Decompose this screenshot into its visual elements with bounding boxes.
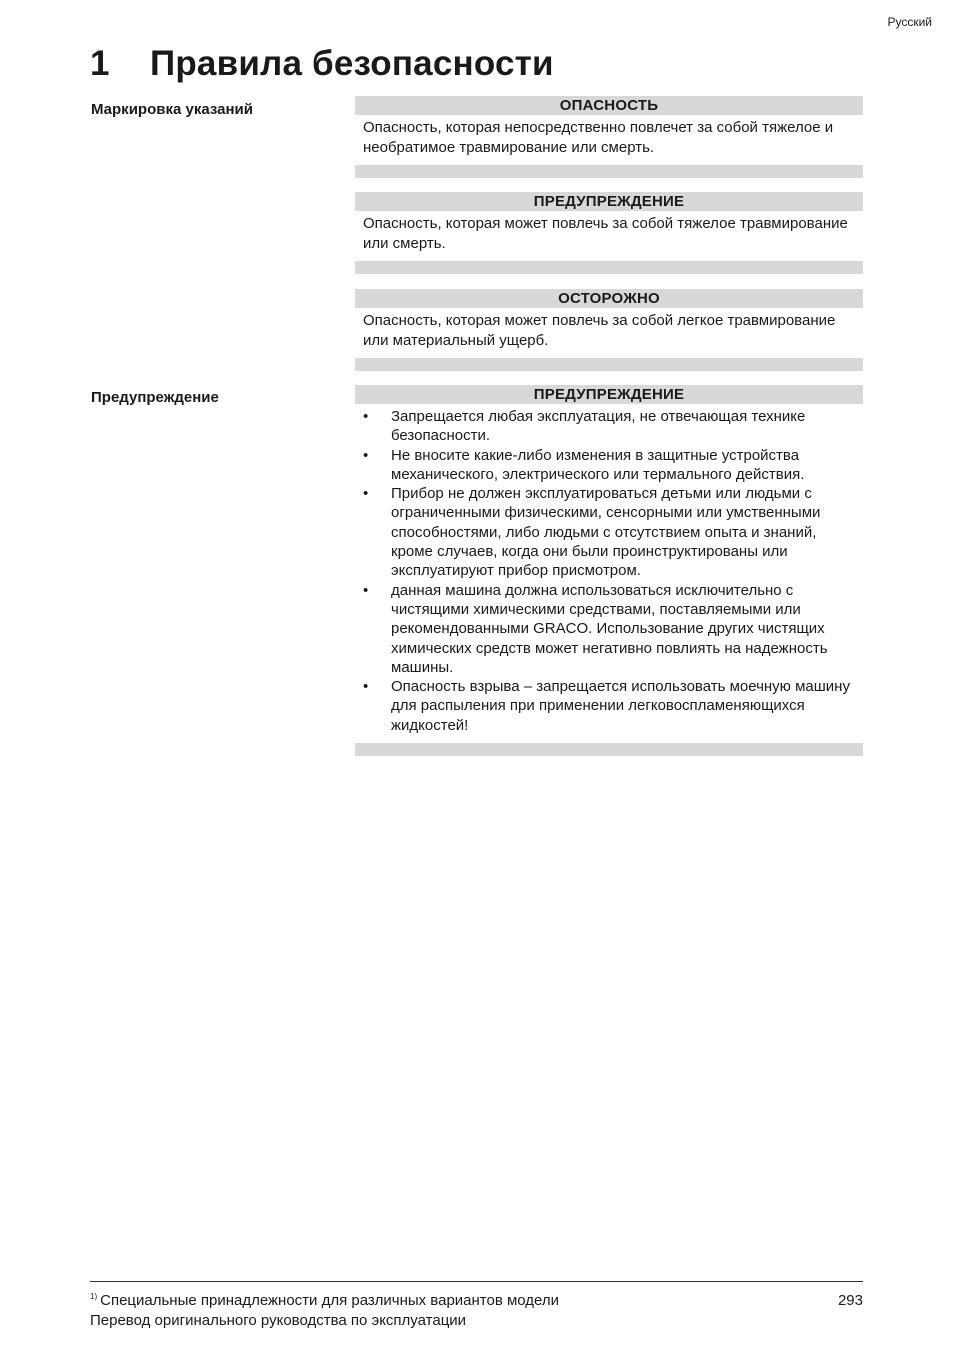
section-label-marking: Маркировка указаний [91, 101, 253, 118]
warning-block [355, 385, 863, 756]
bullet: • [363, 485, 369, 503]
bullet: • [363, 446, 369, 464]
list-item-text: Прибор не должен эксплуатироваться детьми или людьми с ограниченными физическими, сенсорными или умственными способностями, либо людьми с отсутствием опыта и знаний, кроме случаев, когда они были проинструктированы или эксплуатируют прибор присмотром. [391, 485, 821, 580]
page-number: 293 [837, 1292, 863, 1309]
list-item [355, 446, 863, 485]
notice-heading: ОСТОРОЖНО [355, 289, 863, 308]
language-label: Русский [887, 15, 932, 29]
warning-heading: ПРЕДУПРЕЖДЕНИЕ [355, 385, 863, 404]
list-item [355, 484, 863, 580]
footnote-text: Специальные принадлежности для различных вариантов модели [100, 1292, 560, 1309]
chapter-number: 1 [90, 44, 110, 83]
notice-danger [355, 96, 863, 178]
list-item-text: Не вносите какие-либо изменения в защитные устройства механического, электрического или термального действия. [391, 446, 805, 483]
list-item [355, 677, 863, 735]
list-item-text: данная машина должна использоваться исключительно с чистящими химическими средствами, поставляемыми или рекомендованными GRACO. Использование других чистящих химических средств может негативно повлиять на надежность машины. [391, 581, 828, 676]
list-item [355, 581, 863, 677]
bullet: • [363, 678, 369, 696]
notice-end-bar [355, 165, 863, 178]
chapter-title-text: Правила безопасности [150, 44, 554, 83]
notice-warning [355, 192, 863, 274]
section-label-warning: Предупреждение [91, 389, 219, 406]
warning-end-bar [355, 743, 863, 756]
bullet: • [363, 408, 369, 425]
list-item-text: Опасность взрыва – запрещается использовать моечную машину для распыления при применении легковоспламеняющихся жидкостей! [391, 678, 850, 734]
notice-text: Опасность, которая может повлечь за собой тяжелое травмирование или смерть. [363, 215, 848, 252]
warning-list [355, 407, 863, 735]
footnote-mark: 1) [90, 1292, 98, 1301]
chapter-title [90, 44, 554, 84]
list-item-text: Запрещается любая эксплуатация, не отвечающая технике безопасности. [391, 408, 806, 445]
notice-heading: ПРЕДУПРЕЖДЕНИЕ [355, 192, 863, 211]
notice-heading: ОПАСНОСТЬ [355, 96, 863, 115]
notice-end-bar [355, 261, 863, 274]
list-item [355, 407, 863, 446]
notice-text: Опасность, которая непосредственно повлечет за собой тяжелое и необратимое травмирование или смерть. [363, 119, 834, 156]
footer-divider [90, 1281, 863, 1282]
bullet: • [363, 581, 369, 599]
translation-note: Перевод оригинального руководства по эксплуатации [90, 1312, 467, 1329]
notice-end-bar [355, 358, 863, 371]
notice-text: Опасность, которая может повлечь за собой легкое травмирование или материальный ущерб. [363, 312, 836, 349]
footnote [90, 1292, 559, 1309]
notice-caution [355, 289, 863, 371]
